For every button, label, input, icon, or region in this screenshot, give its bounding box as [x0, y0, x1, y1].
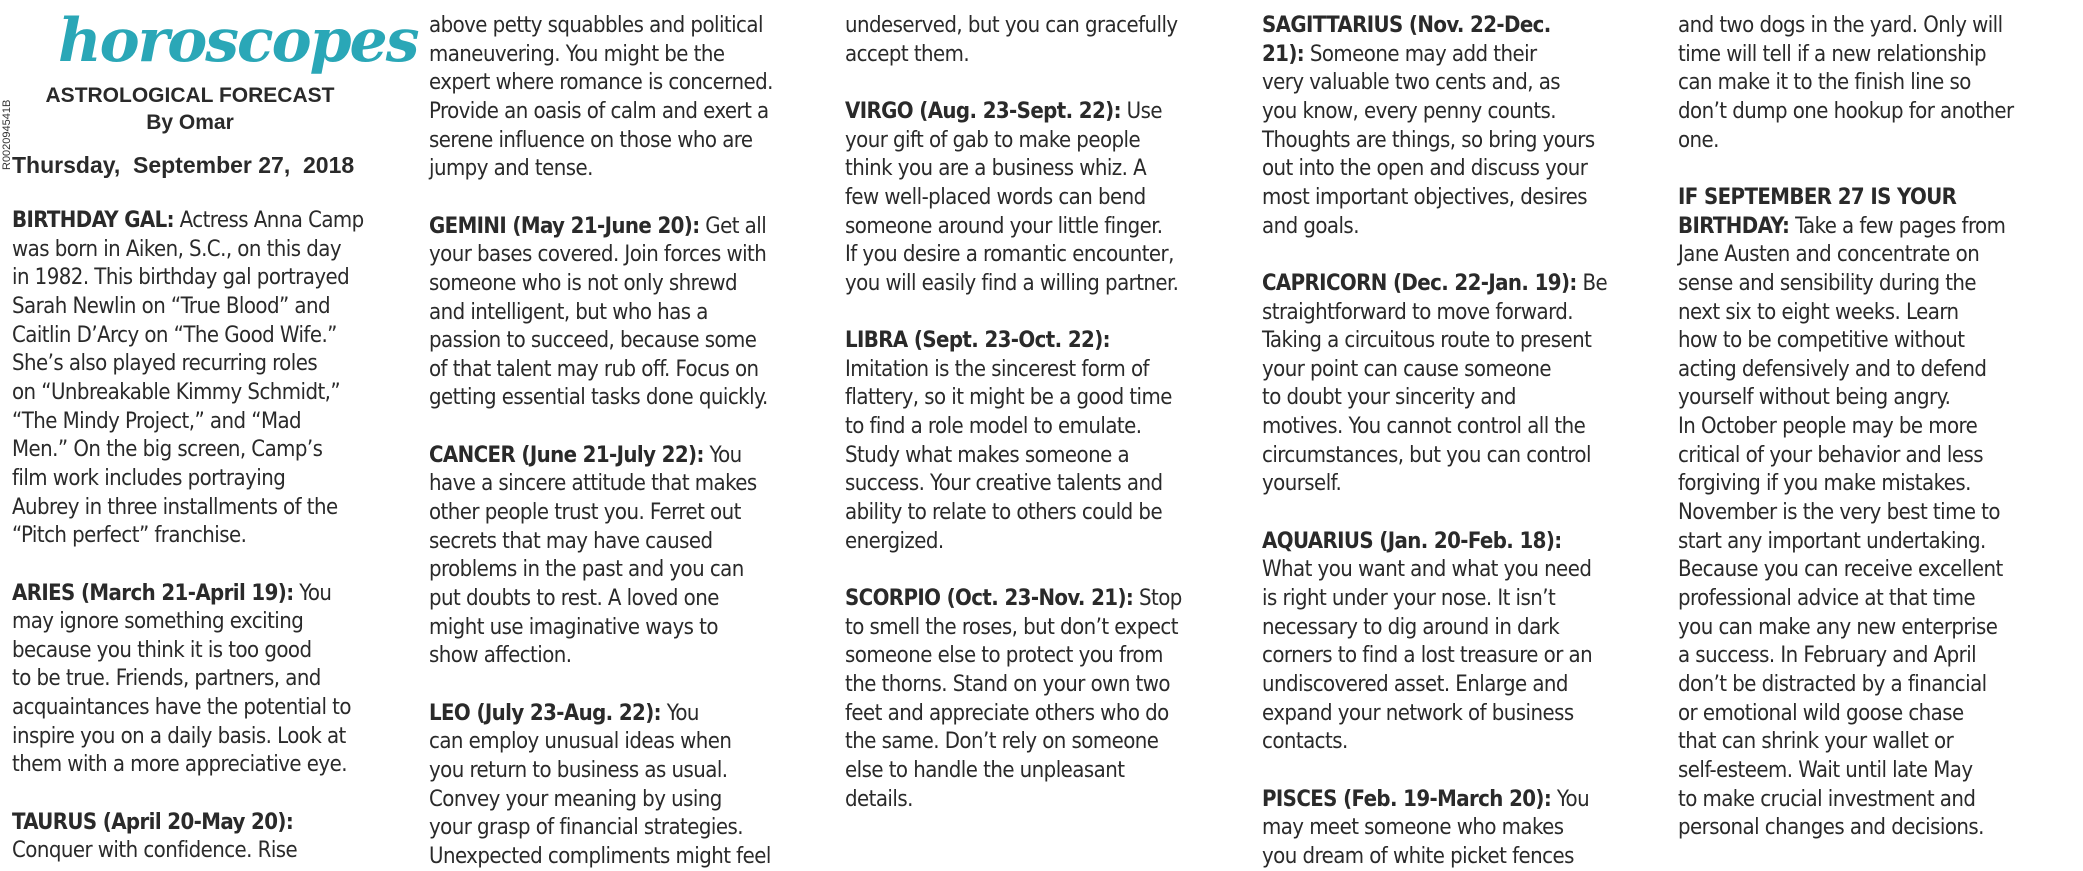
body-text: You [703, 442, 742, 468]
text-line [12, 579, 412, 608]
text-line: don’t be distracted by a financial [1678, 671, 1987, 697]
text-line: serene influence on those who are [429, 127, 753, 153]
sign-heading: CANCER (June 21-July 22): [429, 442, 704, 468]
text-line: to smell the roses, but don’t expect [845, 614, 1178, 640]
author-byline: By Omar [146, 111, 234, 134]
text-line: can employ unusual ideas when [429, 729, 732, 755]
text-line: out into the open and discuss your [1262, 156, 1588, 182]
text-line: “The Mindy Project,” and “Mad [12, 408, 302, 434]
text-line: circumstances, but you can control [1262, 442, 1591, 468]
text-line: one. [1678, 127, 1719, 153]
body-text: Take a few pages from [1789, 213, 2006, 239]
vertical-code: R002094541B [1, 99, 13, 171]
body-text: Get all [699, 213, 767, 239]
text-line [12, 206, 412, 235]
text-line: flattery, so it might be a good time [845, 385, 1172, 411]
text-line [845, 97, 1245, 126]
text-line: passion to succeed, because some [429, 328, 757, 354]
body-text: You [660, 700, 699, 726]
text-line: may meet someone who makes [1262, 815, 1564, 841]
sign-heading: PISCES (Feb. 19-March 20): [1262, 786, 1552, 812]
text-line [429, 699, 829, 728]
text-line: else to handle the unpleasant [845, 757, 1125, 783]
sign-heading: LEO (July 23-Aug. 22): [429, 700, 661, 726]
text-line: corners to find a lost treasure or an [1262, 643, 1593, 669]
text-line: someone else to protect you from [845, 643, 1163, 669]
body-text: Someone may add their [1304, 41, 1537, 67]
text-line [1262, 11, 1662, 40]
text-line: them with a more appreciative eye. [12, 752, 347, 778]
text-line: personal changes and decisions. [1678, 815, 1984, 841]
text-line [1262, 785, 1662, 814]
text-line: start any important undertaking. [1678, 528, 1986, 554]
text-line: Imitation is the sincerest form of [845, 356, 1149, 382]
text-line: to make crucial investment and [1678, 786, 1976, 812]
body-text: You [293, 580, 332, 606]
text-line: is right under your nose. It isn’t [1262, 586, 1556, 611]
text-line [429, 441, 829, 470]
text-line: and intelligent, but who has a [429, 299, 708, 325]
text-line: your gift of gab to make people [845, 127, 1141, 153]
text-line [1678, 183, 2078, 212]
text-line: Study what makes someone a [845, 442, 1130, 468]
text-line: Provide an oasis of calm and exert a [429, 98, 769, 124]
text-line: straightforward to move forward. [1262, 299, 1574, 325]
text-line: yourself. [1262, 471, 1342, 497]
text-line: most important objectives, desires [1262, 184, 1588, 210]
text-line: above petty squabbles and political [429, 13, 763, 38]
text-line [429, 212, 829, 241]
text-line: or emotional wild goose chase [1678, 700, 1964, 726]
text-line: acting defensively and to defend [1678, 356, 1987, 382]
text-line: problems in the past and you can [429, 557, 744, 583]
text-line: show affection. [429, 643, 572, 669]
text-line: Taking a circuitous route to present [1262, 328, 1592, 354]
text-line: you can make any new enterprise [1678, 614, 1998, 640]
text-line: acquaintances have the potential to [12, 695, 351, 720]
sign-heading: ARIES (March 21-April 19): [12, 580, 294, 606]
text-line: put doubts to rest. A loved one [429, 586, 719, 611]
text-line: your point can cause someone [1262, 356, 1552, 382]
text-line: accept them. [845, 41, 970, 67]
text-line: Unexpected compliments might feel [429, 843, 771, 869]
text-line [845, 584, 1245, 613]
text-line: very valuable two cents and, as [1262, 70, 1561, 96]
text-line: sense and sensibility during the [1678, 270, 1977, 296]
text-line: you dream of white picket fences [1262, 843, 1574, 869]
text-line: motives. You cannot control all the [1262, 414, 1586, 440]
sign-heading: GEMINI (May 21-June 20): [429, 213, 700, 239]
text-line [12, 808, 412, 837]
text-line: on “Unbreakable Kimmy Schmidt,” [12, 379, 341, 405]
body-text: You [1551, 786, 1590, 812]
text-line: jumpy and tense. [429, 156, 593, 182]
text-line: may ignore something exciting [12, 609, 304, 635]
text-line: was born in Aiken, S.C., on this day [12, 236, 341, 262]
text-line: next six to eight weeks. Learn [1678, 299, 1959, 325]
sign-heading: SAGITTARIUS (Nov. 22-Dec. [1262, 13, 1551, 38]
sign-heading: IF SEPTEMBER 27 IS YOUR [1678, 184, 1957, 210]
text-line: In October people may be more [1678, 414, 1978, 440]
sign-heading: SCORPIO (Oct. 23-Nov. 21): [845, 586, 1134, 611]
text-line: have a sincere attitude that makes [429, 471, 757, 497]
text-line: maneuvering. You might be the [429, 41, 725, 67]
text-line [845, 326, 1245, 355]
text-line: forgiving if you make mistakes. [1678, 471, 1971, 497]
text-line [1262, 527, 1662, 556]
sign-heading: TAURUS (April 20-May 20): [12, 809, 294, 835]
text-line: ability to relate to others could be [845, 500, 1163, 525]
text-line: “Pitch perfect” franchise. [12, 523, 247, 549]
text-line: undeserved, but you can gracefully [845, 13, 1178, 38]
text-line: time will tell if a new relationship [1678, 41, 1987, 67]
text-line: other people trust you. Ferret out [429, 500, 741, 525]
sign-heading: BIRTHDAY GAL: [12, 208, 174, 233]
text-line: expand your network of business [1262, 700, 1574, 726]
text-line: might use imaginative ways to [429, 614, 718, 640]
sign-heading: VIRGO (Aug. 23-Sept. 22): [845, 98, 1121, 124]
text-line: inspire you on a daily basis. Look at [12, 723, 346, 749]
text-line: because you think it is too good [12, 637, 312, 663]
text-line [1678, 212, 2078, 241]
text-line: Conquer with confidence. Rise [12, 838, 298, 864]
text-line: to be true. Friends, partners, and [12, 666, 321, 692]
text-line: Aubrey in three installments of the [12, 494, 338, 520]
text-line: you know, every penny counts. [1262, 98, 1557, 124]
text-line: someone around your little finger. [845, 213, 1163, 239]
text-line: how to be competitive without [1678, 328, 1965, 354]
text-line: don’t dump one hookup for another [1678, 98, 2014, 124]
text-line: self-esteem. Wait until late May [1678, 757, 1973, 783]
text-line [1262, 269, 1662, 298]
text-line: details. [845, 786, 913, 812]
text-line: your bases covered. Join forces with [429, 242, 767, 268]
text-line: Jane Austen and concentrate on [1678, 242, 1980, 268]
publication-date: Thursday, September 27, 2018 [12, 152, 355, 178]
text-line: success. Your creative talents and [845, 471, 1163, 497]
text-line: few well-placed words can bend [845, 184, 1146, 210]
text-line: undiscovered asset. Enlarge and [1262, 671, 1568, 697]
text-line: and two dogs in the yard. Only will [1678, 13, 2003, 38]
text-line [1262, 40, 1662, 69]
text-line: necessary to dig around in dark [1262, 614, 1560, 640]
sign-heading: LIBRA (Sept. 23-Oct. 22): [845, 328, 1110, 354]
body-text: Actress Anna Camp [173, 208, 364, 233]
text-line: critical of your behavior and less [1678, 442, 1983, 468]
text-line: the same. Don’t rely on someone [845, 729, 1159, 755]
text-line: you return to business as usual. [429, 757, 728, 783]
text-line: She’s also played recurring roles [12, 351, 318, 377]
body-text: Stop [1133, 586, 1182, 611]
text-line: Sarah Newlin on “True Blood” and [12, 293, 331, 319]
text-line: and goals. [1262, 213, 1359, 239]
body-text: Be [1576, 270, 1608, 296]
masthead-title: horoscopes [58, 6, 418, 76]
text-line: Men.” On the big screen, Camp’s [12, 437, 323, 463]
text-line: to find a role model to emulate. [845, 414, 1142, 440]
body-text: Use [1120, 98, 1162, 124]
text-line: someone who is not only shrewd [429, 270, 738, 296]
text-line: think you are a business whiz. A [845, 156, 1147, 182]
text-line: feet and appreciate others who do [845, 700, 1169, 726]
text-line: What you want and what you need [1262, 557, 1592, 583]
text-line: your grasp of financial strategies. [429, 815, 743, 841]
text-line: energized. [845, 528, 944, 554]
text-line: Because you can receive excellent [1678, 557, 2003, 583]
text-line: the thorns. Stand on your own two [845, 671, 1170, 697]
text-line: Thoughts are things, so bring yours [1262, 127, 1595, 153]
text-line: getting essential tasks done quickly. [429, 385, 768, 411]
text-line: that can shrink your wallet or [1678, 729, 1954, 755]
text-line: in 1982. This birthday gal portrayed [12, 265, 350, 291]
sign-heading: AQUARIUS (Jan. 20-Feb. 18): [1262, 528, 1562, 554]
forecast-heading: ASTROLOGICAL FORECAST [45, 84, 335, 107]
text-line: a success. In February and April [1678, 643, 1977, 669]
text-line: Convey your meaning by using [429, 786, 722, 812]
text-line: contacts. [1262, 729, 1348, 755]
text-line: November is the very best time to [1678, 500, 2000, 525]
text-line: yourself without being angry. [1678, 385, 1951, 411]
text-line: secrets that may have caused [429, 528, 713, 554]
text-line: film work includes portraying [12, 465, 286, 491]
text-line: to doubt your sincerity and [1262, 385, 1516, 411]
text-line: can make it to the finish line so [1678, 70, 1971, 96]
text-line: Caitlin D’Arcy on “The Good Wife.” [12, 322, 337, 348]
sign-heading: BIRTHDAY: [1678, 213, 1790, 239]
sign-heading: CAPRICORN (Dec. 22-Jan. 19): [1262, 270, 1577, 296]
text-line: expert where romance is concerned. [429, 70, 773, 96]
text-line: professional advice at that time [1678, 586, 1976, 611]
text-line: of that talent may rub off. Focus on [429, 356, 759, 382]
sign-heading: 21): [1262, 41, 1305, 67]
text-line: you will easily find a willing partner. [845, 270, 1179, 296]
text-line: If you desire a romantic encounter, [845, 242, 1174, 268]
